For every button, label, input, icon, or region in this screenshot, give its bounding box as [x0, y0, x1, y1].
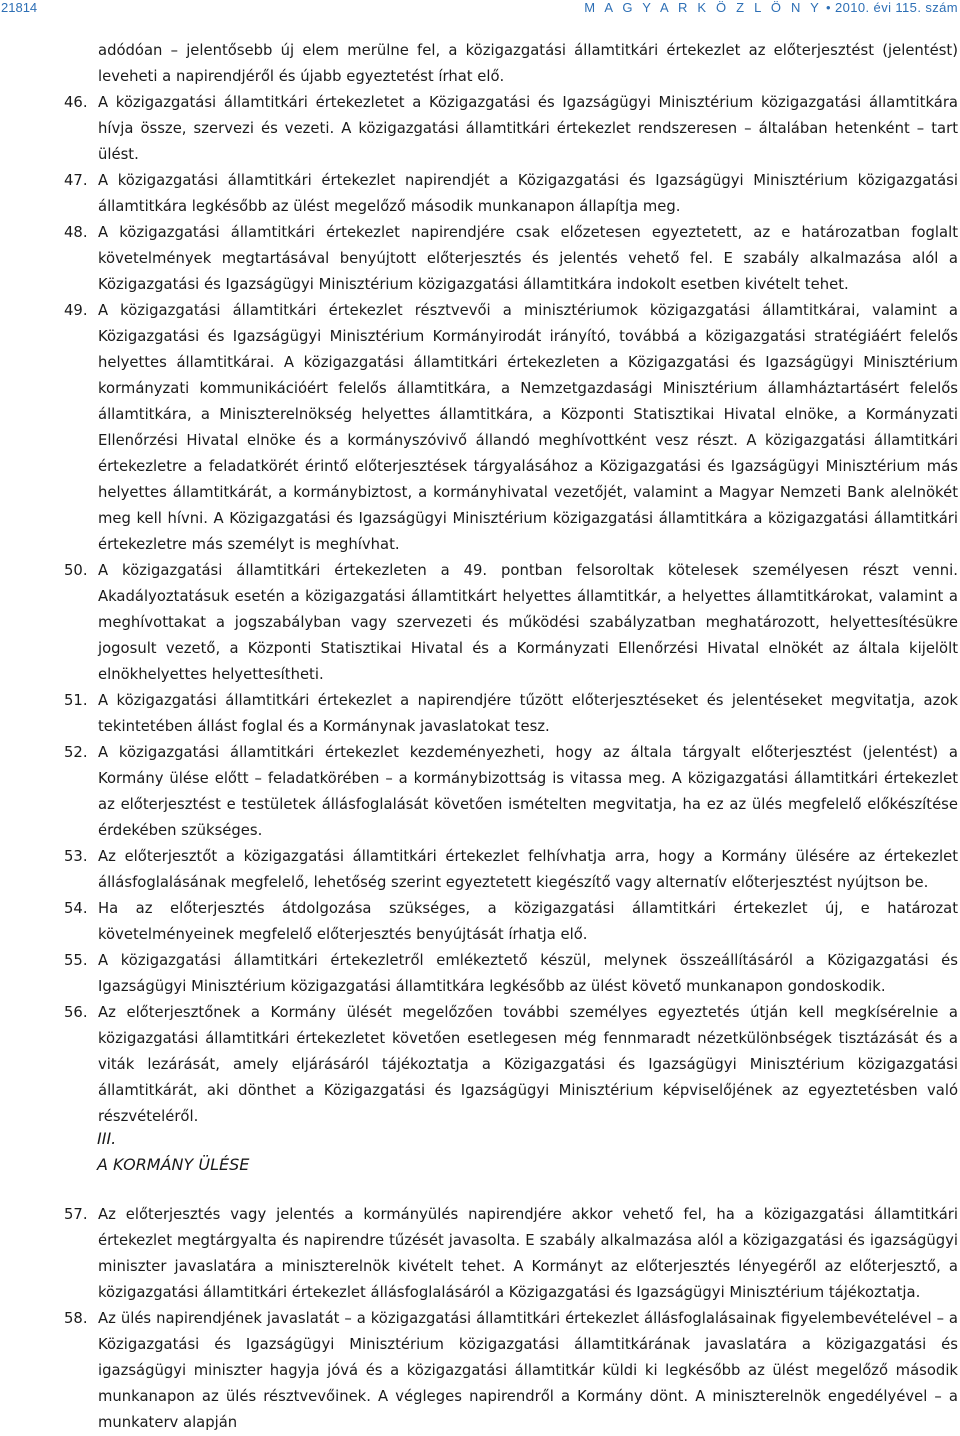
paragraph-number: 56. [64, 1004, 88, 1021]
paragraph-text: Az előterjesztőnek a Kormány ülését megelőzően további személyes egyeztetés útján kell megkísérelnie a közigazgatási államtitkári értekezletet követően esetlegesen még fennmaradt nézetkülönbségek tisztázását és a viták lezárását, amely eljárásáról tájékoztatja a Közigazgatási és Igazságügyi Minisztérium közigazgatási államtitkárát, aki dönthet a Közigazgatási és Igazságügyi Minisztérium képviselőjének az egyeztetésben való részvételéről. [98, 1004, 958, 1125]
paragraph-text: Az előterjesztés vagy jelentés a kormányülés napirendjére akkor vehető fel, ha a közigazgatási államtitkári értekezlet megtárgyalta és napirendre tűzését javasolta. E szabály alkalmazása alól a közigazgatási és igazságügyi miniszter javaslatára a miniszterelnök kivételt tehet. A Kormányt az előterjesztés lényegéről az előterjesztő, a közigazgatási államtitkári értekezlet állásfoglalásáról a Közigazgatási és Igazságügyi Minisztérium tájékoztatja. [98, 1206, 958, 1301]
issue-label: 2010. évi 115. szám [835, 0, 958, 15]
paragraph-50 [64, 558, 958, 688]
paragraph-54 [64, 896, 958, 948]
paragraph-number: 46. [64, 94, 88, 111]
paragraph-58 [64, 1306, 958, 1436]
paragraph-number: 53. [64, 848, 88, 865]
paragraph-51 [64, 688, 958, 740]
paragraph-number: 48. [64, 224, 88, 241]
paragraph-number: 54. [64, 900, 88, 917]
paragraph-number: 58. [64, 1310, 88, 1327]
paragraph-text: A közigazgatási államtitkári értekezleten a 49. pontban felsoroltak kötelesek személyesen részt venni. Akadályoztatásuk esetén a közigazgatási államtitkárt helyettes államtitkár, a helyettes államtitkárokat, valamint a meghívottakat a jogszabályban vagy szervezeti és működési szabályzatban meghatározott, helyettesítésükre jogosult vezető, a Központi Statisztikai Hivatal és a Kormányzati Ellenőrzési Hivatal elnökét az általa kijelölt elnökhelyettes helyettesítheti. [98, 562, 958, 683]
journal-name: M A G Y A R K Ö Z L Ö N Y [584, 0, 823, 15]
paragraph-text: A közigazgatási államtitkári értekezlet a napirendjére tűzött előterjesztéseket és jelentéseket megvitatja, azok tekintetében állást foglal és a Kormánynak javaslatokat tesz. [98, 692, 958, 735]
paragraph-number: 55. [64, 952, 88, 969]
paragraph-number: 50. [64, 562, 88, 579]
paragraph-number: 57. [64, 1206, 88, 1223]
paragraph-47 [64, 168, 958, 220]
section-title: A KORMÁNY ÜLÉSE [97, 1155, 250, 1174]
paragraph-text: A közigazgatási államtitkári értekezlet napirendjére csak előzetesen egyeztetett, az e határozatban foglalt követelmények megtartásával benyújtott előterjesztés és jelentés vehető fel. E szabály alkalmazása alól a Közigazgatási és Igazságügyi Minisztérium közigazgatási államtitkára indokolt esetben kivételt tehet. [98, 224, 958, 293]
section-number: III. [97, 1129, 117, 1148]
paragraph-57 [64, 1202, 958, 1306]
paragraph-52 [64, 740, 958, 844]
paragraph-49 [64, 298, 958, 558]
paragraph-text: Az előterjesztőt a közigazgatási államtitkári értekezlet felhívhatja arra, hogy a Kormány ülésére az értekezlet állásfoglalásának megfelelő, lehetőség szerint egyeztetett kiegészítő vagy alternatív előterjesztést nyújtson be. [98, 848, 958, 891]
paragraph-text: A közigazgatási államtitkári értekezlet napirendjét a Közigazgatási és Igazságügyi Minisztérium közigazgatási államtitkára legkésőbb az ülést megelőző második munkanapon állapítja meg. [98, 172, 958, 215]
paragraph-48 [64, 220, 958, 298]
paragraph-53 [64, 844, 958, 896]
paragraph-text: A közigazgatási államtitkári értekezlet kezdeményezheti, hogy az általa tárgyalt előterjesztést (jelentést) a Kormány ülése előtt – feladatkörében – a kormánybizottság is vitassa meg. A közigazgatási államtitkári értekezlet az előterjesztést e testületek állásfoglalását követően ismételten megvitatja, ha ez az ülés megfelelő előkészítése érdekében szükséges. [98, 744, 958, 839]
paragraph-number: 47. [64, 172, 88, 189]
paragraph-text: Ha az előterjesztés átdolgozása szükséges, a közigazgatási államtitkári értekezlet új, e határozat követelményeinek megfelelő előterjesztés benyújtását írhatja elő. [98, 900, 958, 943]
intro-paragraph [64, 38, 958, 90]
section-heading [97, 1126, 249, 1178]
document-body [64, 38, 958, 1130]
journal-header [584, 0, 958, 15]
page-number: 21814 [1, 0, 38, 15]
paragraph-46 [64, 90, 958, 168]
paragraph-number: 49. [64, 302, 88, 319]
paragraph-number: 52. [64, 744, 88, 761]
paragraph-56 [64, 1000, 958, 1130]
page-header [0, 0, 960, 20]
bullet-icon: • [826, 0, 831, 15]
paragraph-text: A közigazgatási államtitkári értekezlet résztvevői a minisztériumok közigazgatási államtitkárai, valamint a Közigazgatási és Igazságügyi Minisztérium Kormányirodát irányító, továbbá a közigazgatási stratégiáért felelős helyettes államtitkárai. A közigazgatási államtitkári értekezleten a Közigazgatási és Igazságügyi Minisztérium kormányzati kommunikációért felelős államtitkára, a Nemzetgazdasági Minisztérium államháztartásért felelős államtitkára, a Miniszterelnökség helyettes államtitkára, a Központi Statisztikai Hivatal elnöke, a Kormányzati Ellenőrzési Hivatal elnöke és a kormányszóvivő állandó meghívottként vesz részt. A közigazgatási államtitkári értekezletre a feladatkörét érintő előterjesztések tárgyalásához a Közigazgatási és Igazságügyi Minisztérium más helyettes államtitkárát, a kormánybiztost, a kormányhivatal vezetőjét, valamint a Magyar Nemzeti Bank alelnökét meg kell hívni. A Közigazgatási és Igazságügyi Minisztérium közigazgatási államtitkára a közigazgatási államtitkári értekezletre más személyt is meghívhat. [98, 302, 958, 553]
paragraph-text: adódóan – jelentősebb új elem merülne fel, a közigazgatási államtitkári értekezlet az előterjesztést (jelentést) leveheti a napirendjéről és újabb egyeztetést írhat elő. [98, 42, 958, 85]
paragraph-text: Az ülés napirendjének javaslatát – a közigazgatási államtitkári értekezlet állásfoglalásainak figyelembevételével – a Közigazgatási és Igazságügyi Minisztérium közigazgatási államtitkárának javaslatára a közigazgatási és igazságügyi miniszter hagyja jóvá és a közigazgatási államtitkár küldi ki legkésőbb az ülést megelőző második munkanapon az ülés résztvevőinek. A végleges napirendről a Kormány dönt. A miniszterelnök engedélyével – a munkaterv alapján [98, 1310, 958, 1431]
document-body-section-3 [64, 1202, 958, 1436]
paragraph-text: A közigazgatási államtitkári értekezletről emlékeztető készül, melynek összeállításáról a Közigazgatási és Igazságügyi Minisztérium közigazgatási államtitkára legkésőbb az ülést követő munkanapon gondoskodik. [98, 952, 958, 995]
paragraph-number: 51. [64, 692, 88, 709]
paragraph-55 [64, 948, 958, 1000]
paragraph-text: A közigazgatási államtitkári értekezletet a Közigazgatási és Igazságügyi Minisztérium közigazgatási államtitkára hívja össze, szervezi és vezeti. A közigazgatási államtitkári értekezlet rendszeresen – általában hetenként – tart ülést. [98, 94, 958, 163]
